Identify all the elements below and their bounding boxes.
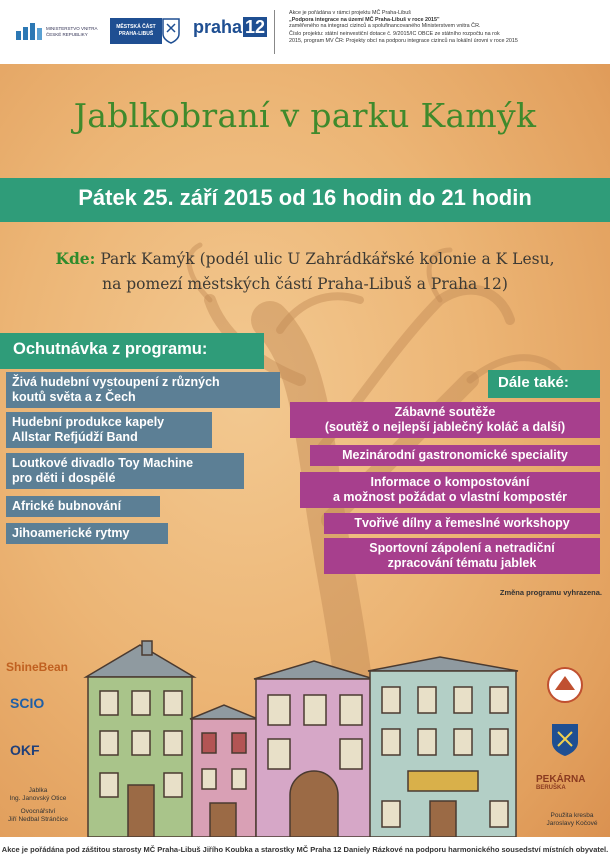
place-info: Kde: Park Kamýk (podél ulic U Zahrádkářské kolonie a K Lesu, na pomezí městských částí Praha-Libuš a Praha 12) (55, 249, 555, 293)
scio-logo: SCIO (10, 695, 45, 711)
change-note: Změna programu vyhrazena. (499, 588, 602, 597)
place-label: Kde: (55, 249, 96, 268)
header-bar (0, 0, 610, 64)
date-text: Pátek 25. září 2015 od 16 hodin do 21 hodin (78, 185, 532, 210)
drawing-credit: Použita kresba Jaroslavy Kočové (546, 812, 598, 827)
footer-note: Akce je pořádána pod záštitou starosty MČ Praha-Libuš Jiřího Koubka a starostky MČ Praha 12 Daniely Rázkové na podporu harmonického sousedství místních obyvatel. (0, 837, 610, 865)
sponsor-janovsky: Jablka Ing. Janovský Otice (9, 787, 67, 802)
libus-logo: MĚSTSKÁ ČÁST PRAHA-LIBUŠ (110, 18, 162, 44)
praha12-logo: praha 12 (193, 17, 266, 37)
pekarna-logo: PEKÁRNA BERUŠKA (536, 774, 586, 791)
program-item: Živá hudební vystoupení z různých koutů světa a z Čech (6, 372, 280, 408)
program-item: Hudební produkce kapely Allstar Refjúdží Band (6, 412, 212, 448)
okf-logo: OKF (10, 742, 40, 758)
extras-item: Informace o kompostování a možnost požádat o vlastní kompostér (300, 472, 600, 508)
community-emblem-icon (546, 666, 584, 704)
extras-item: Mezinárodní gastronomické speciality (310, 445, 600, 466)
sponsor-ovocnarstvi: Ovocnářství Jiří Nedbal Stránčice (8, 808, 68, 823)
extras-item: Tvořivé dílny a řemeslné workshopy (324, 513, 600, 534)
houses-illustration (78, 635, 528, 840)
extras-item: Zábavné soutěže (soutěž o nejlepší jablečný koláč a další) (290, 402, 600, 438)
extras-item: Sportovní zápolení a netradiční zpracování tématu jablek (324, 538, 600, 574)
project-note: Akce je pořádána v rámci projektu MČ Praha-Libuš „Podpora integrace na území MČ Praha-Libuš v roce 2015" zaměřeného na integraci cizinců a spolufinancovaného Ministerstvem vnitra ČR. Číslo projektu: státní neinvestiční dotace č. 9/2015/IC OBCE ze státního rozpočtu na rok 2015, program MV ČR: Projekty obcí na podporu integrace cizinců na lokální úrovni v roce 2015 (289, 10, 518, 44)
program-item: Africké bubnování (6, 496, 160, 517)
ministry-logo-icon (16, 22, 42, 40)
libus-emblem-icon (162, 18, 180, 44)
date-band (0, 178, 610, 222)
ministry-name: MINISTERSTVO VNITRA ČESKÉ REPUBLIKY (46, 26, 98, 37)
district-crest-icon (550, 722, 580, 758)
program-heading: Ochutnávka z programu: (0, 333, 264, 369)
program-item: Loutkové divadlo Toy Machine pro děti i dospělé (6, 453, 244, 489)
event-title: Jablkobraní v parku Kamýk (73, 96, 537, 135)
shinebean-logo: ShineBean (6, 660, 69, 674)
program-item: Jihoamerické rytmy (6, 523, 168, 544)
extras-heading: Dále také: (488, 370, 600, 398)
divider (274, 10, 275, 54)
